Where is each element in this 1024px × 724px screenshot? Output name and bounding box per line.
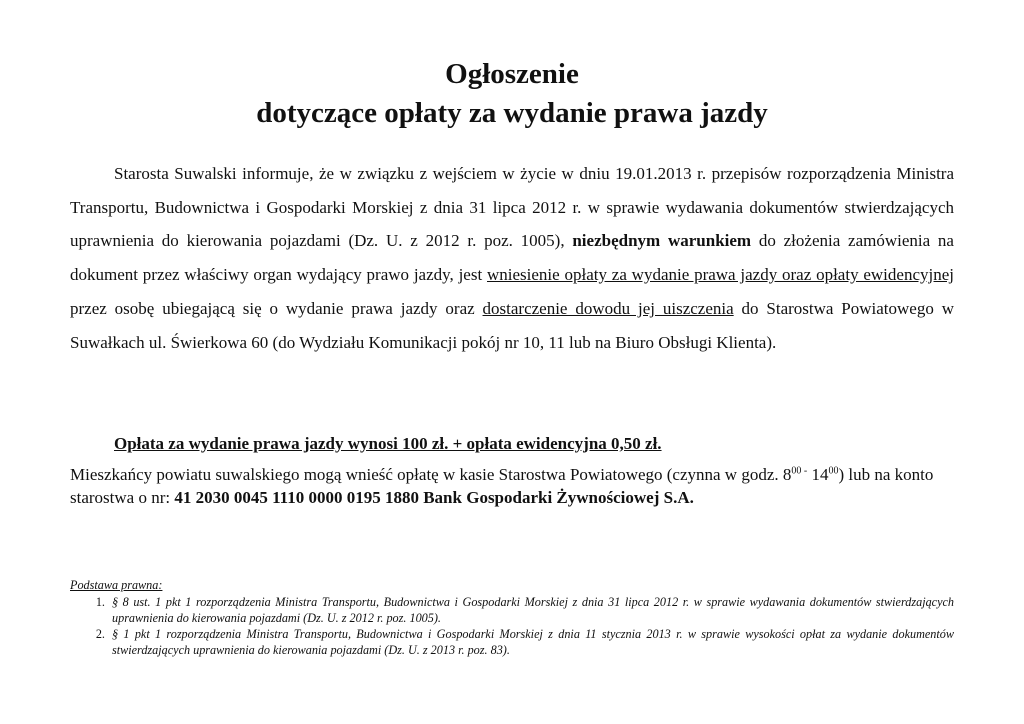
legal-basis-item: 2. § 1 pkt 1 rozporządzenia Ministra Transportu, Budownictwa i Gospodarki Morskiej z dnia 11 stycznia 2013 r. w sprawie wysokości opłat za wydanie dokumentów stwierdzających uprawnienia do kierowania pojazdami (Dz. U. z 2013 r. poz. 83). xyxy=(108,626,954,658)
document-title: Ogłoszenie xyxy=(445,58,579,90)
payment-text-1: Mieszkańcy powiatu suwalskiego mogą wnieść opłatę w kasie Starostwa Powiatowego (czynna w godz. 8 xyxy=(70,465,792,484)
intro-text-2: do złożenia zamówienia na dokument przez właściwy organ wydający prawo jazdy, jest xyxy=(70,231,954,285)
legal-basis-item: 1. § 8 ust. 1 pkt 1 rozporządzenia Ministra Transportu, Budownictwa i Gospodarki Morskiej z dnia 31 lipca 2012 r. w sprawie wydawania dokumentów stwierdzających uprawnienia do kierowania pojazdami (Dz. U. z 2012 r. poz. 1005). xyxy=(108,594,954,626)
legal-basis-heading: Podstawa prawna: xyxy=(70,578,163,592)
hours-end-sup: 00 xyxy=(828,465,839,477)
intro-text-3: przez osobę ubiegającą się o wydanie prawa jazdy oraz xyxy=(70,298,483,318)
bank-account-number: 41 2030 0045 1110 0000 0195 1880 Bank Gospodarki Żywnościowej S.A. xyxy=(174,488,694,507)
intro-paragraph xyxy=(70,157,954,359)
intro-bold-condition: niezbędnym warunkiem xyxy=(572,231,752,251)
document-subtitle: dotyczące opłaty za wydanie prawa jazdy xyxy=(256,97,768,129)
intro-underlined-fee: wniesienie opłaty za wydanie prawa jazdy oraz opłaty ewidencyjnej xyxy=(487,265,954,285)
payment-text-3: ) lub na konto starostwa o nr: xyxy=(70,465,934,507)
hours-start-sup: 00 - xyxy=(791,465,808,477)
intro-text-4: do Starostwa Powiatowego w Suwałkach ul. Świerkowa 60 (do Wydziału Komunikacji pokój nr 10, 11 lub na Biuro Obsługi Klienta). xyxy=(70,298,955,352)
payment-paragraph xyxy=(70,463,954,509)
legal-basis-section xyxy=(70,577,954,658)
payment-text-2: 14 xyxy=(807,465,829,484)
legal-basis-list xyxy=(70,594,954,658)
intro-underlined-proof: dostarczenie dowodu jej uiszczenia xyxy=(482,298,734,318)
fee-amount-line: Opłata za wydanie prawa jazdy wynosi 100 zł. + opłata ewidencyjna 0,50 zł. xyxy=(114,434,662,453)
intro-text-1: Starosta Suwalski informuje, że w związku z wejściem w życie w dniu 19.01.2013 r. przepisów rozporządzenia Ministra Transportu, Budownictwa i Gospodarki Morskiej z dnia 31 lipca 2012 r. w sprawie wydawania dokumentów stwierdzających uprawnienia do kierowania pojazdami (Dz. U. z 2012 r. poz. 1005), xyxy=(70,164,954,251)
